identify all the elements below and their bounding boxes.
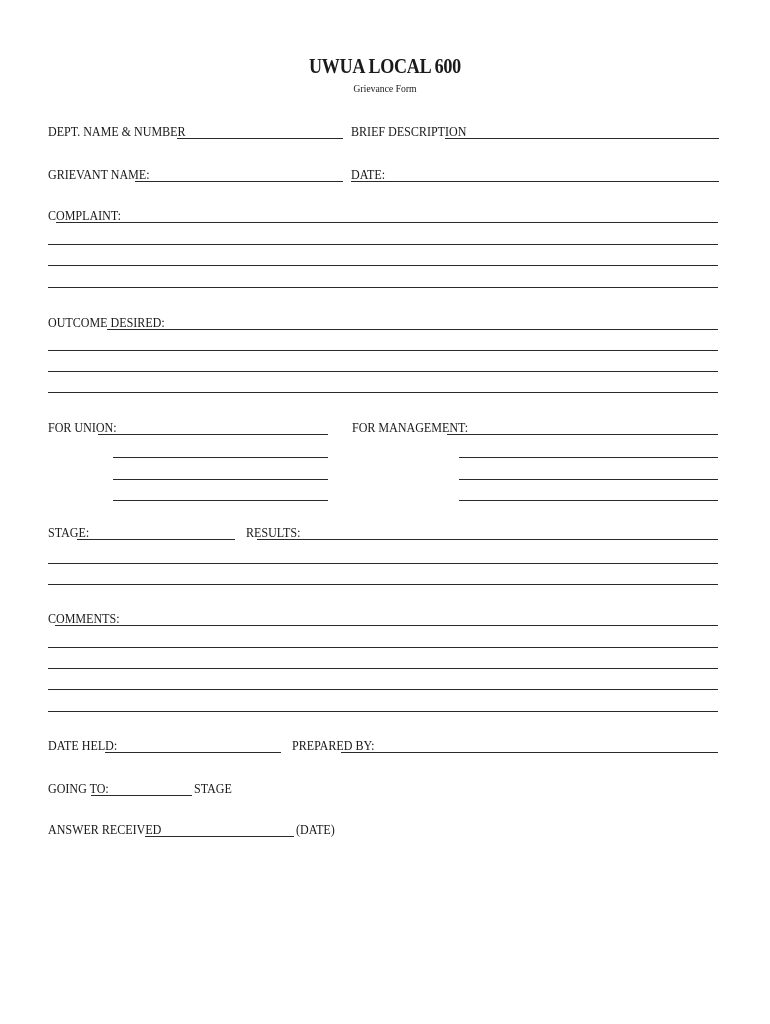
date-suffix: (DATE)	[296, 823, 336, 838]
date-label: DATE:	[351, 168, 386, 183]
results-line[interactable]	[48, 584, 718, 585]
comments-line[interactable]	[48, 689, 718, 690]
dept-row	[48, 123, 343, 141]
brief-description-field[interactable]	[445, 138, 719, 139]
management-row	[352, 419, 718, 437]
comments-line[interactable]	[48, 668, 718, 669]
management-line[interactable]	[459, 457, 718, 458]
complaint-line[interactable]	[48, 265, 718, 266]
union-signature-field[interactable]	[98, 434, 328, 435]
results-field[interactable]	[257, 539, 718, 540]
date-field[interactable]	[351, 181, 719, 182]
form-subtitle: Grievance Form	[353, 83, 417, 95]
brief-label: BRIEF DESCRIPTION	[351, 125, 467, 140]
management-label: FOR MANAGEMENT:	[352, 421, 469, 436]
date-held-row	[48, 737, 281, 755]
answer-received-field[interactable]	[145, 836, 294, 837]
results-label: RESULTS:	[246, 526, 301, 541]
stage-suffix: STAGE	[194, 782, 233, 797]
answer-row	[48, 821, 368, 839]
complaint-label: COMPLAINT:	[48, 209, 121, 224]
answer-label: ANSWER RECEIVED	[48, 823, 162, 838]
management-signature-field[interactable]	[447, 434, 718, 435]
comments-row	[48, 610, 718, 628]
comments-field[interactable]	[55, 625, 718, 626]
union-line[interactable]	[113, 500, 328, 501]
prepared-label: PREPARED BY:	[292, 739, 375, 754]
results-row	[246, 524, 718, 542]
outcome-label: OUTCOME DESIRED:	[48, 316, 165, 331]
grievant-name-field[interactable]	[135, 181, 343, 182]
going-to-label: GOING TO:	[48, 782, 109, 797]
dept-field[interactable]	[177, 138, 343, 139]
outcome-field[interactable]	[107, 329, 718, 330]
grievant-label: GRIEVANT NAME:	[48, 168, 150, 183]
union-line[interactable]	[113, 457, 328, 458]
complaint-line[interactable]	[48, 244, 718, 245]
complaint-row	[48, 207, 718, 225]
date-held-label: DATE HELD:	[48, 739, 118, 754]
outcome-row	[48, 314, 718, 332]
grievant-row	[48, 166, 343, 184]
prepared-by-field[interactable]	[341, 752, 718, 753]
comments-line[interactable]	[48, 647, 718, 648]
union-label: FOR UNION:	[48, 421, 117, 436]
stage-field[interactable]	[77, 539, 235, 540]
form-title: UWUA LOCAL 600	[309, 54, 461, 78]
outcome-line[interactable]	[48, 392, 718, 393]
date-held-field[interactable]	[105, 752, 281, 753]
union-row	[48, 419, 328, 437]
date-row	[351, 166, 719, 184]
results-line[interactable]	[48, 563, 718, 564]
complaint-line[interactable]	[48, 287, 718, 288]
stage-label: STAGE:	[48, 526, 90, 541]
stage-row	[48, 524, 235, 542]
management-line[interactable]	[459, 479, 718, 480]
prepared-row	[292, 737, 718, 755]
comments-line[interactable]	[48, 711, 718, 712]
dept-label: DEPT. NAME & NUMBER	[48, 125, 186, 140]
outcome-line[interactable]	[48, 371, 718, 372]
going-to-row	[48, 780, 308, 798]
comments-label: COMMENTS:	[48, 612, 120, 627]
management-line[interactable]	[459, 500, 718, 501]
outcome-line[interactable]	[48, 350, 718, 351]
brief-row	[351, 123, 719, 141]
complaint-field[interactable]	[56, 222, 718, 223]
union-line[interactable]	[113, 479, 328, 480]
